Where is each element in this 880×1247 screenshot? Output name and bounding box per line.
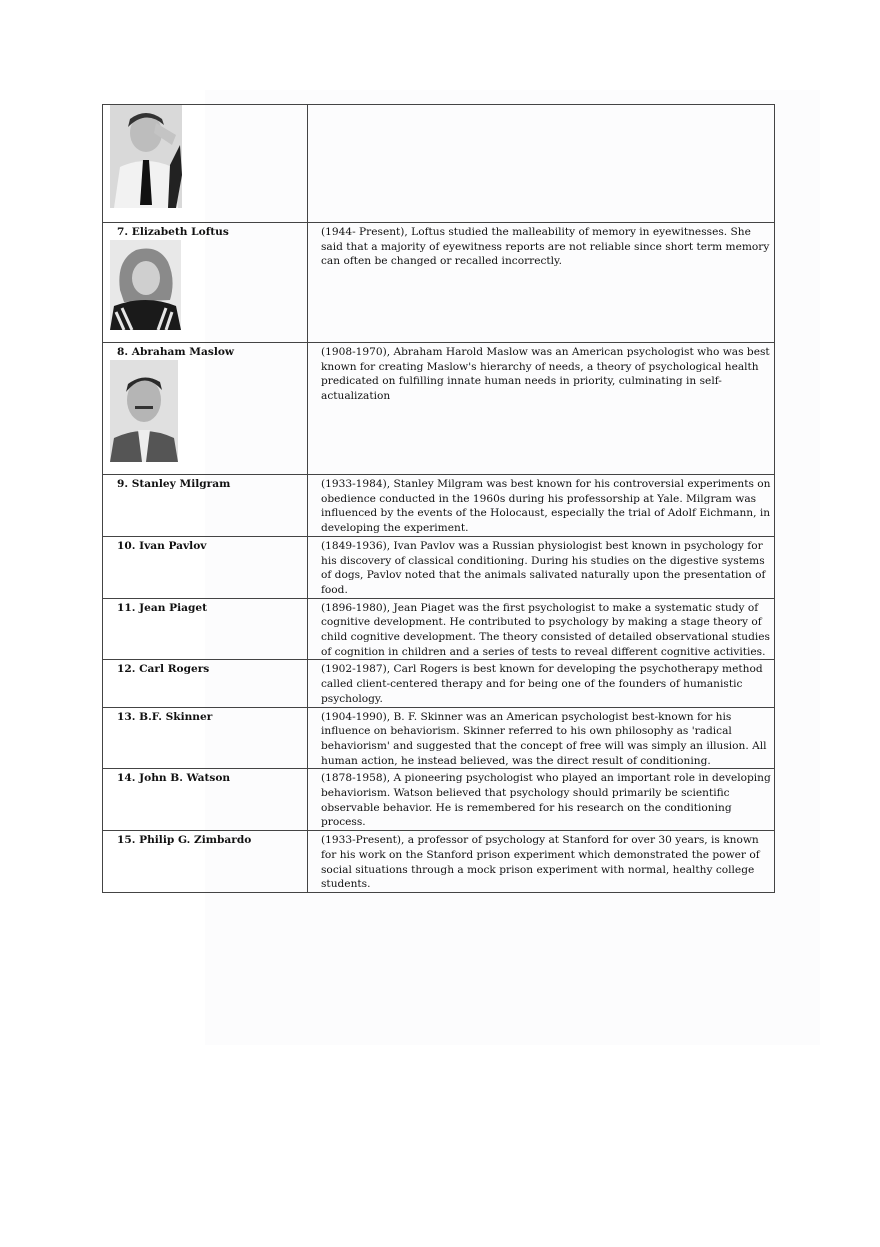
name-cell	[103, 223, 308, 343]
photo-abraham-maslow	[110, 360, 178, 462]
description-cell	[308, 105, 775, 223]
psychologist-description: (1902-1987), Carl Rogers is best known for developing the psychotherapy method called client-centered therapy and for being one of the founders of humanistic psychology.	[321, 663, 763, 705]
name-cell	[103, 769, 308, 831]
psychologist-description: (1896-1980), Jean Piaget was the first psychologist to make a systematic study of cognitive development. He contributed to psychology by making a stage theory of child cognitive development. The theory consisted of detailed observational studies of cognition in children and a series of tests to reveal different cognitive activities.	[321, 601, 770, 658]
psychologist-description: (1878-1958), A pioneering psychologist who played an important role in developing behaviorism. Watson believed that psychology should primarily be scientific observable behavior. He is remembered for his research on the conditioning process.	[321, 772, 771, 829]
psychologist-description: (1933-1984), Stanley Milgram was best known for his controversial experiments on obedience conducted in the 1960s during his professorship at Yale. Milgram was influenced by the events of the Holocaust, especially the trial of Adolf Eichmann, in developing the experiment.	[321, 478, 771, 535]
table-row	[103, 598, 775, 660]
description-cell	[308, 343, 775, 475]
psychologist-name: 13. B.F. Skinner	[117, 710, 213, 723]
table-row	[103, 831, 775, 893]
table-row	[103, 769, 775, 831]
psychologist-description: (1933-Present), a professor of psychology at Stanford for over 30 years, is known for his work on the Stanford prison experiment which demonstrated the power of social situations through a mock prison experiment with normal, healthy college students.	[321, 834, 760, 891]
name-cell	[103, 475, 308, 537]
table-row	[103, 475, 775, 537]
table-row	[103, 223, 775, 343]
psychologists-table	[102, 104, 775, 893]
psychologist-name: 8. Abraham Maslow	[117, 346, 235, 358]
table-row	[103, 343, 775, 475]
psychologist-name: 9. Stanley Milgram	[117, 478, 231, 490]
name-cell	[103, 105, 308, 223]
psychologist-name: 15. Philip G. Zimbardo	[117, 834, 252, 847]
table-row	[103, 536, 775, 598]
psychologist-name: 12. Carl Rogers	[117, 663, 210, 676]
psychologist-description: (1904-1990), B. F. Skinner was an American psychologist best-known for his influence on behaviorism. Skinner referred to his own philosophy as 'radical behaviorism' and suggested that the concept of free will was simply an illusion. All human action, he instead believed, was the direct result of conditioning.	[321, 710, 767, 767]
name-cell	[103, 660, 308, 707]
psychologist-name: 7. Elizabeth Loftus	[117, 226, 229, 238]
table-row	[103, 707, 775, 769]
description-cell	[308, 660, 775, 707]
description-cell	[308, 223, 775, 343]
table-row	[103, 660, 775, 707]
description-cell	[308, 475, 775, 537]
name-cell	[103, 536, 308, 598]
description-cell	[308, 831, 775, 893]
name-cell	[103, 598, 308, 660]
psychologist-name: 10. Ivan Pavlov	[117, 539, 207, 552]
psychologist-name: 14. John B. Watson	[117, 772, 231, 785]
psychologist-description: (1908-1970), Abraham Harold Maslow was an American psychologist who was best known for creating Maslow's hierarchy of needs, a theory of psychological health predicated on fulfilling innate human needs in priority, culminating in self-actualization	[321, 346, 770, 403]
description-cell	[308, 769, 775, 831]
photo-elizabeth-loftus	[110, 240, 181, 330]
description-cell	[308, 598, 775, 660]
name-cell	[103, 707, 308, 769]
psychologist-name: 11. Jean Piaget	[117, 601, 208, 614]
name-cell	[103, 343, 308, 475]
psychologist-description: (1944- Present), Loftus studied the malleability of memory in eyewitnesses. She said that a majority of eyewitness reports are not reliable since short term memory can often be changed or recalled incorrectly.	[321, 226, 770, 268]
description-cell	[308, 707, 775, 769]
name-cell	[103, 831, 308, 893]
table-row	[103, 105, 775, 223]
photo-man-hand-on-head	[110, 105, 182, 208]
psychologist-description: (1849-1936), Ivan Pavlov was a Russian physiologist best known in psychology for his discovery of classical conditioning. During his studies on the digestive systems of dogs, Pavlov noted that the animals salivated naturally upon the presentation of food.	[321, 539, 766, 596]
description-cell	[308, 536, 775, 598]
